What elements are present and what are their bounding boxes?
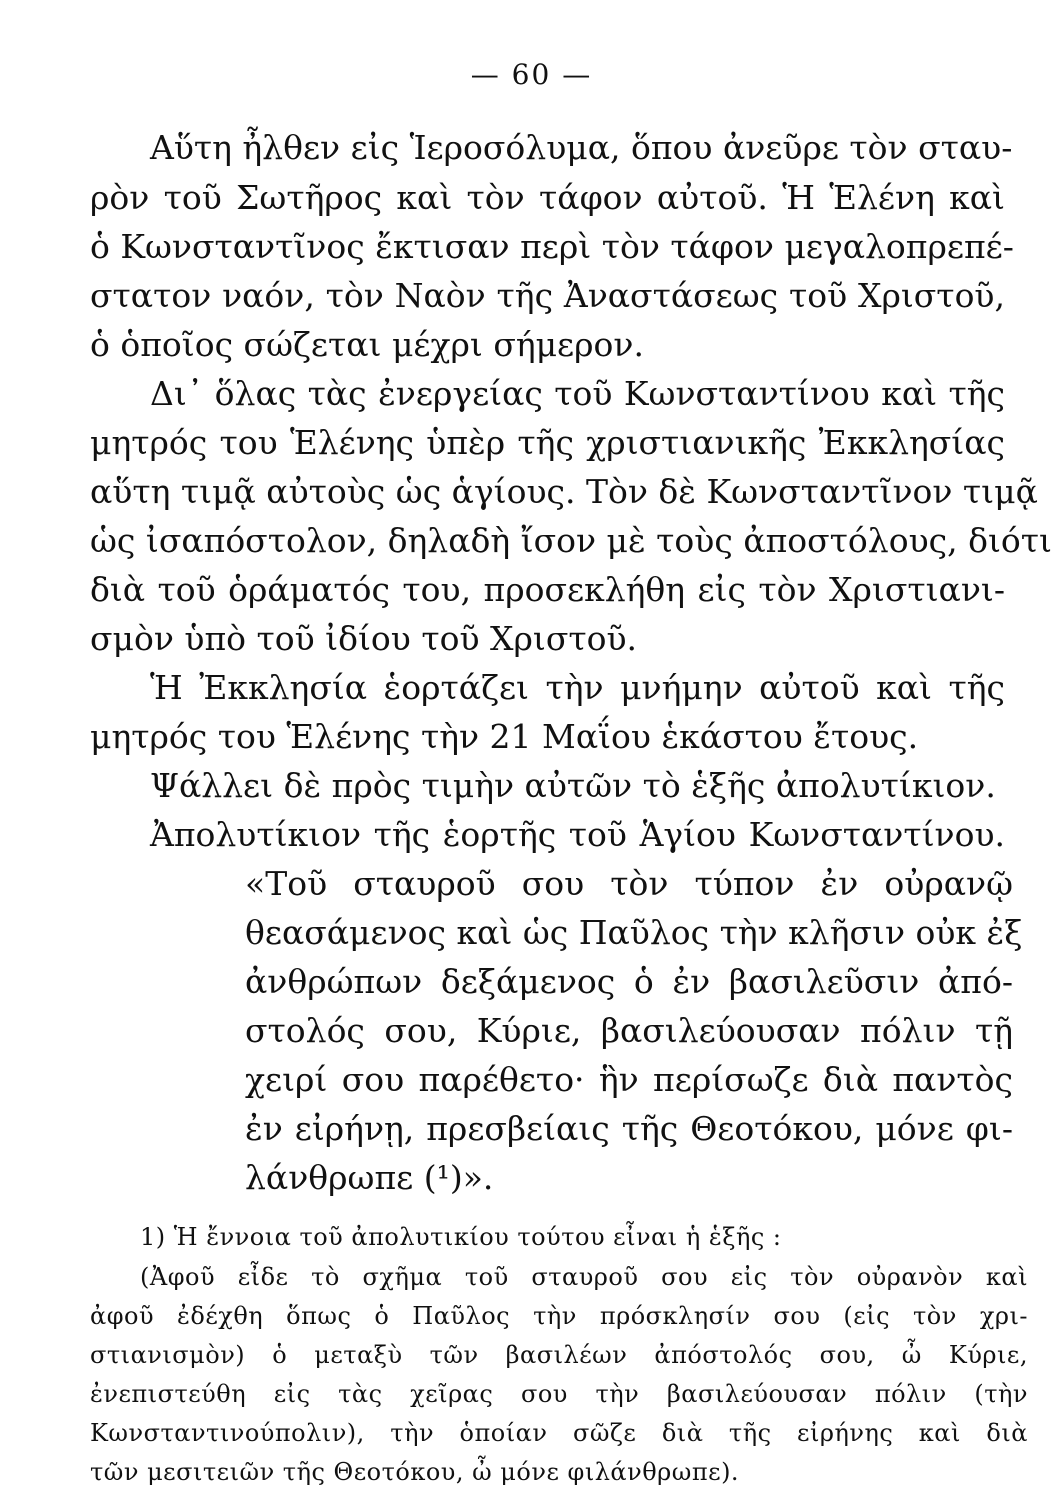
footnote-line-2: ἀφοῦ ἐδέχθη ὅπως ὁ Παῦλος τὴν πρόσκλησίν σου (εἰς τὸν χρι- <box>90 1302 1028 1330</box>
paragraph-2-line-5: διὰ τοῦ ὁράματός του, προσεκλήθη εἰς τὸν Χριστιανι- <box>90 570 1005 609</box>
paragraph-1-line-3: ὁ Κωνσταντῖνος ἔκτισαν περὶ τὸν τάφον μεγαλοπρεπέ- <box>90 227 1014 266</box>
paragraph-4-line-1: Ψάλλει δὲ πρὸς τιμὴν αὐτῶν τὸ ἑξῆς ἀπολυτίκιον. <box>150 766 996 805</box>
page-number: — 60 — <box>470 58 593 91</box>
paragraph-1-line-4: στατον ναόν, τὸν Ναὸν τῆς Ἀναστάσεως τοῦ Χριστοῦ, <box>90 276 1005 315</box>
hymn-line-1: «Τοῦ σταυροῦ σου τὸν τύπον ἐν οὐρανῷ <box>245 864 1013 903</box>
paragraph-2-line-3: αὕτη τιμᾷ αὐτοὺς ὡς ἁγίους. Τὸν δὲ Κωνσταντῖνον τιμᾷ <box>90 472 1038 511</box>
hymn-heading: Ἀπολυτίκιον τῆς ἑορτῆς τοῦ Ἁγίου Κωνσταντίνου. <box>150 815 1005 854</box>
paragraph-2-line-6: σμὸν ὑπὸ τοῦ ἰδίου τοῦ Χριστοῦ. <box>90 619 638 658</box>
hymn-line-6: ἐν εἰρήνῃ, πρεσβείαις τῆς Θεοτόκου, μόνε φι- <box>245 1109 1013 1148</box>
paragraph-2-line-1: Δι᾽ ὅλας τὰς ἐνεργείας τοῦ Κωνσταντίνου καὶ τῆς <box>150 374 1005 413</box>
paragraph-1-line-1: Αὕτη ἦλθεν εἰς Ἱεροσόλυμα, ὅπου ἀνεῦρε τὸν σταυ- <box>150 128 1013 167</box>
paragraph-3-line-1: Ἡ Ἐκκλησία ἑορτάζει τὴν μνήμην αὐτοῦ καὶ τῆς <box>150 668 1005 707</box>
footnote-line-6: τῶν μεσιτειῶν τῆς Θεοτόκου, ὦ μόνε φιλάνθρωπε). <box>90 1458 740 1486</box>
hymn-line-2: θεασάμενος καὶ ὡς Παῦλος τὴν κλῆσιν οὐκ ἐξ <box>245 913 1023 952</box>
paragraph-2-line-4: ὡς ἰσαπόστολον, δηλαδὴ ἴσον μὲ τοὺς ἀποστόλους, διότι <box>90 521 1052 560</box>
paragraph-1-line-5: ὁ ὁποῖος σώζεται μέχρι σήμερον. <box>90 325 644 364</box>
paragraph-2-line-2: μητρός του Ἑλένης ὑπὲρ τῆς χριστιανικῆς Ἐκκλησίας <box>90 423 1005 462</box>
hymn-line-3: ἀνθρώπων δεξάμενος ὁ ἐν βασιλεῦσιν ἀπό- <box>245 962 1013 1001</box>
hymn-line-5: χειρί σου παρέθετο· ἣν περίσωζε διὰ παντὸς <box>245 1060 1013 1099</box>
paragraph-1-line-2: ρὸν τοῦ Σωτῆρος καὶ τὸν τάφον αὐτοῦ. Ἡ Ἑλένη καὶ <box>90 178 1005 217</box>
footnote-heading: 1) Ἡ ἔννοια τοῦ ἀπολυτικίου τούτου εἶναι ἡ ἑξῆς : <box>140 1223 782 1251</box>
footnote-line-1: (Ἀφοῦ εἶδε τὸ σχῆμα τοῦ σταυροῦ σου εἰς τὸν οὐρανὸν καὶ <box>140 1263 1028 1291</box>
footnote-line-5: Κωνσταντινούπολιν), τὴν ὁποίαν σῶζε διὰ τῆς εἰρήνης καὶ διὰ <box>90 1419 1028 1447</box>
hymn-line-4: στολός σου, Κύριε, βασιλεύουσαν πόλιν τῇ <box>245 1011 1013 1050</box>
footnote-line-4: ἐνεπιστεύθη εἰς τὰς χεῖρας σου τὴν βασιλεύουσαν πόλιν (τὴν <box>90 1380 1028 1408</box>
hymn-line-7: λάνθρωπε (¹)». <box>245 1158 494 1197</box>
footnote-line-3: στιανισμὸν) ὁ μεταξὺ τῶν βασιλέων ἀπόστολός σου, ὦ Κύριε, <box>90 1341 1028 1369</box>
paragraph-3-line-2: μητρός του Ἑλένης τὴν 21 Μαΐου ἑκάστου ἔτους. <box>90 717 919 756</box>
